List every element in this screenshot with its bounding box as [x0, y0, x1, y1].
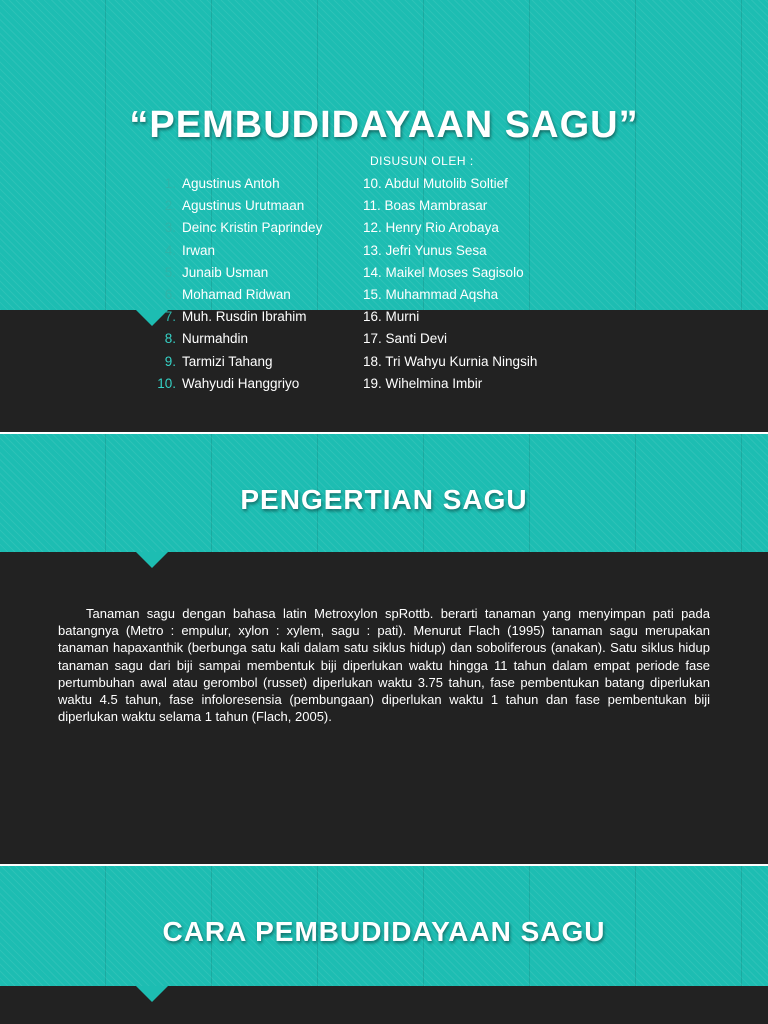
author-item: 4. Irwan — [164, 242, 216, 258]
author-item: 6. Mohamad Ridwan — [164, 287, 291, 303]
author-item: 16. Murni — [363, 309, 420, 325]
author-item: 18. Tri Wahyu Kurnia Ningsih — [363, 353, 538, 369]
slide-2-title: PENGERTIAN SAGU — [240, 484, 528, 515]
author-item: 10. Abdul Mutolib Soltief — [363, 176, 508, 191]
slide-2-notch — [136, 552, 168, 568]
author-item: 12. Henry Rio Arobaya — [363, 220, 499, 236]
slide-2 — [0, 434, 768, 864]
slide-1 — [0, 0, 768, 432]
slide-3-dark-band — [0, 986, 768, 1024]
authors-list-left — [156, 173, 322, 395]
author-item: 1. Agustinus Antoh — [164, 176, 280, 191]
author-item: 5. Junaib Usman — [164, 264, 269, 280]
author-item: 11. Boas Mambrasar — [363, 198, 488, 214]
author-item: 8. Nurmahdin — [164, 331, 249, 347]
author-item: 19. Wihelmina Imbir — [363, 375, 483, 391]
author-item: 14. Maikel Moses Sagisolo — [363, 264, 524, 280]
author-item: 15. Muhammad Aqsha — [363, 287, 499, 303]
author-item: 13. Jefri Yunus Sesa — [363, 242, 487, 258]
slide-3-title: CARA PEMBUDIDAYAAN SAGU — [162, 916, 606, 947]
slide-1-title: “PEMBUDIDAYAAN SAGU” — [129, 104, 639, 146]
slide-1-subtitle: DISUSUN OLEH : — [370, 154, 474, 168]
slide-3-notch — [136, 986, 168, 1002]
author-item: 17. Santi Devi — [363, 331, 448, 347]
authors-list-right — [363, 173, 537, 395]
author-item: 2. Agustinus Urutmaan — [164, 198, 305, 214]
author-item: 7. Muh. Rusdin Ibrahim — [164, 309, 307, 325]
author-item: 9. Tarmizi Tahang — [164, 353, 273, 369]
slide-3 — [0, 866, 768, 1024]
definition-paragraph: Tanaman sagu dengan bahasa latin Metroxylon spRottb. berarti tanaman yang menyimpan pati pada batangnya (Metro : empulur, xylon : xylem, sagu : pati). Menurut Flach (1995) tanaman sagu merupakan tanaman hapaxanthik (berbunga satu kali dalam satu siklus hidup) dan soboliferous (anakan). Satu siklus hidup tanaman sagu dari biji sampai membentuk biji diperlukan waktu hingga 11 tahun dalam empat periode fase pertumbuhan awal atau gerombol (russet) diperlukan waktu 3.75 tahun, fase pembentukan batang diperlukan waktu 4.5 tahun, fase infoloresensia (pembungaan) diperlukan waktu 1 tahun dan fase pembentukan biji diperlukan waktu selama 1 tahun (Flach, 2005). — [58, 606, 710, 725]
author-item: 10. Wahyudi Hanggriyo — [157, 375, 300, 391]
author-item: 3. Deinc Kristin Paprindey — [164, 220, 323, 236]
